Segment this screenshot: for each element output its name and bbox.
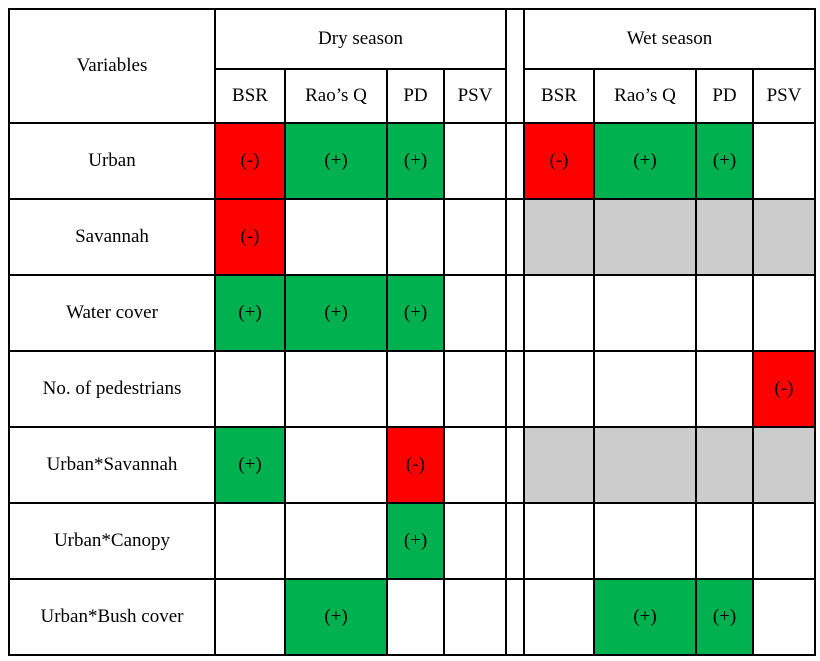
season-divider-cell — [506, 351, 524, 427]
cell-wet-raoq — [594, 351, 696, 427]
cell-dry-psv — [444, 123, 506, 199]
cell-wet-pd — [696, 199, 753, 275]
cell-dry-raoq: (+) — [285, 579, 387, 655]
cell-wet-pd: (+) — [696, 123, 753, 199]
cell-dry-pd — [387, 351, 444, 427]
cell-dry-bsr: (+) — [215, 427, 285, 503]
cell-wet-pd: (+) — [696, 579, 753, 655]
table-row — [9, 351, 815, 427]
table-row — [9, 579, 815, 655]
table-row — [9, 123, 815, 199]
cell-dry-bsr: (+) — [215, 275, 285, 351]
results-matrix-table — [8, 8, 816, 656]
season-divider-cell — [506, 427, 524, 503]
variable-label: Urban*Bush cover — [9, 579, 215, 655]
cell-dry-raoq — [285, 199, 387, 275]
metric-header-wet-psv: PSV — [753, 69, 815, 123]
season-divider-cell — [506, 579, 524, 655]
metric-header-dry-pd: PD — [387, 69, 444, 123]
metric-header-wet-pd: PD — [696, 69, 753, 123]
cell-dry-psv — [444, 503, 506, 579]
cell-dry-raoq: (+) — [285, 275, 387, 351]
table-row — [9, 427, 815, 503]
cell-wet-raoq — [594, 427, 696, 503]
metric-header-dry-psv: PSV — [444, 69, 506, 123]
season-divider-cell — [506, 275, 524, 351]
cell-dry-psv — [444, 199, 506, 275]
variable-label: Urban*Savannah — [9, 427, 215, 503]
variable-label: No. of pedestrians — [9, 351, 215, 427]
group-header-dry-season: Dry season — [215, 9, 506, 69]
variable-label: Savannah — [9, 199, 215, 275]
table-row — [9, 503, 815, 579]
cell-wet-bsr — [524, 427, 594, 503]
season-divider-cell — [506, 123, 524, 199]
cell-dry-raoq: (+) — [285, 123, 387, 199]
cell-wet-pd — [696, 427, 753, 503]
cell-wet-psv — [753, 503, 815, 579]
cell-wet-raoq — [594, 275, 696, 351]
cell-wet-pd — [696, 275, 753, 351]
cell-dry-pd: (+) — [387, 503, 444, 579]
cell-wet-raoq — [594, 503, 696, 579]
cell-wet-psv — [753, 427, 815, 503]
cell-wet-raoq: (+) — [594, 579, 696, 655]
cell-dry-psv — [444, 351, 506, 427]
cell-dry-psv — [444, 427, 506, 503]
cell-wet-bsr: (-) — [524, 123, 594, 199]
table-header — [9, 9, 815, 123]
cell-dry-bsr: (-) — [215, 199, 285, 275]
cell-wet-bsr — [524, 503, 594, 579]
cell-wet-psv — [753, 579, 815, 655]
variables-header: Variables — [9, 9, 215, 123]
season-divider-cell — [506, 199, 524, 275]
cell-wet-bsr — [524, 351, 594, 427]
cell-dry-pd: (+) — [387, 123, 444, 199]
cell-wet-psv — [753, 123, 815, 199]
cell-dry-pd — [387, 579, 444, 655]
cell-wet-bsr — [524, 199, 594, 275]
season-divider-cell — [506, 503, 524, 579]
metric-header-wet-raoq: Rao’s Q — [594, 69, 696, 123]
cell-dry-psv — [444, 579, 506, 655]
cell-wet-psv — [753, 275, 815, 351]
cell-wet-bsr — [524, 275, 594, 351]
cell-dry-pd: (-) — [387, 427, 444, 503]
metric-header-dry-raoq: Rao’s Q — [285, 69, 387, 123]
cell-dry-bsr — [215, 351, 285, 427]
cell-dry-raoq — [285, 351, 387, 427]
cell-wet-raoq: (+) — [594, 123, 696, 199]
cell-dry-pd: (+) — [387, 275, 444, 351]
cell-wet-bsr — [524, 579, 594, 655]
cell-wet-pd — [696, 503, 753, 579]
season-divider — [506, 9, 524, 123]
cell-wet-raoq — [594, 199, 696, 275]
cell-dry-raoq — [285, 427, 387, 503]
cell-dry-bsr: (-) — [215, 123, 285, 199]
metric-header-wet-bsr: BSR — [524, 69, 594, 123]
cell-wet-psv: (-) — [753, 351, 815, 427]
table-row — [9, 199, 815, 275]
cell-dry-pd — [387, 199, 444, 275]
cell-wet-psv — [753, 199, 815, 275]
header-row-groups — [9, 9, 815, 69]
group-header-wet-season: Wet season — [524, 9, 815, 69]
cell-dry-bsr — [215, 579, 285, 655]
table-row — [9, 275, 815, 351]
metric-header-dry-bsr: BSR — [215, 69, 285, 123]
table-body — [9, 123, 815, 655]
variable-label: Water cover — [9, 275, 215, 351]
cell-dry-psv — [444, 275, 506, 351]
cell-dry-bsr — [215, 503, 285, 579]
variable-label: Urban*Canopy — [9, 503, 215, 579]
variable-label: Urban — [9, 123, 215, 199]
cell-dry-raoq — [285, 503, 387, 579]
cell-wet-pd — [696, 351, 753, 427]
